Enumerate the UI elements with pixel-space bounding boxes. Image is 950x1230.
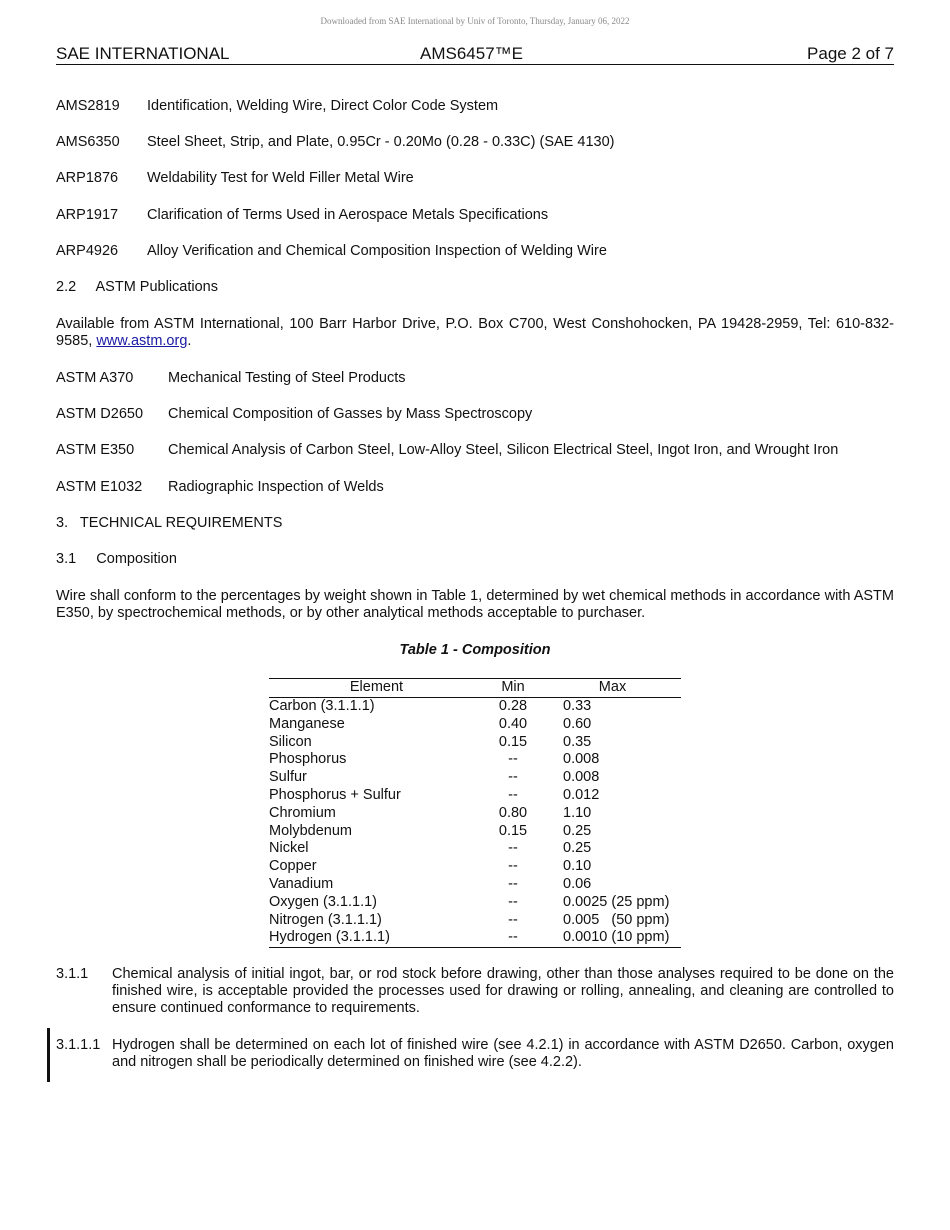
header-document-id: AMS6457™E [420, 44, 523, 63]
table-row [269, 912, 681, 930]
table-row [269, 751, 681, 769]
cell-min: -- [508, 929, 518, 946]
table-row [269, 787, 681, 805]
availability-text: Available from ASTM International, 100 Barr Harbor Drive, P.O. Box C700, West Conshohocken, PA 19428-2959, Tel: 610-832-9585, [56, 316, 894, 349]
header-organization: SAE INTERNATIONAL [56, 44, 230, 63]
reference-code: ASTM D2650 [56, 406, 144, 422]
reference-title: Steel Sheet, Strip, and Plate, 0.95Cr - 0.20Mo (0.28 - 0.33C) (SAE 4130) [147, 134, 615, 150]
table-caption: Table 1 - Composition [399, 642, 551, 658]
reference-title: Chemical Composition of Gasses by Mass Spectroscopy [168, 406, 533, 422]
column-header-element: Element [349, 679, 404, 695]
cell-element: Nickel [269, 840, 309, 857]
reference-title: Chemical Analysis of Carbon Steel, Low-Alloy Steel, Silicon Electrical Steel, Ingot Iron, and Wrought Iron [168, 442, 839, 458]
table-row [269, 805, 681, 823]
page-header [56, 44, 894, 65]
table-row [269, 894, 681, 912]
reference-code: ASTM A370 [56, 370, 134, 386]
reference-code: ARP1876 [56, 170, 119, 186]
cell-min: -- [508, 875, 518, 892]
cell-min: -- [508, 786, 518, 803]
composition-paragraph: Wire shall conform to the percentages by weight shown in Table 1, determined by wet chemical methods in accordance with ASTM E350, by spectrochemical methods, or by other analytical methods acceptable to purchaser. [56, 588, 894, 621]
table-row [269, 858, 681, 876]
reference-title: Mechanical Testing of Steel Products [168, 370, 406, 386]
cell-min: 0.15 [498, 822, 528, 839]
cell-min: -- [508, 911, 518, 928]
table-row [269, 698, 681, 716]
cell-element: Molybdenum [269, 822, 353, 839]
astm-website-link[interactable]: www.astm.org [96, 333, 188, 349]
reference-code: AMS6350 [56, 134, 120, 150]
cell-max: 0.0025 (25 ppm) [563, 893, 670, 910]
cell-max: 0.008 [563, 751, 600, 768]
cell-max: 0.25 [563, 822, 592, 839]
header-page-number: Page 2 of 7 [807, 44, 894, 63]
cell-element: Oxygen (3.1.1.1) [269, 893, 377, 910]
reference-code: ASTM E350 [56, 442, 135, 458]
reference-title: Alloy Verification and Chemical Composition Inspection of Welding Wire [147, 243, 607, 259]
cell-element: Vanadium [269, 875, 334, 892]
reference-code: ARP4926 [56, 243, 119, 259]
cell-min: 0.28 [498, 698, 528, 714]
cell-max: 0.35 [563, 733, 592, 750]
cell-element: Phosphorus [269, 751, 347, 768]
section-3-1-heading: 3.1 Composition [56, 551, 177, 567]
cell-min: -- [508, 751, 518, 768]
reference-title: Weldability Test for Weld Filler Metal Wire [147, 170, 414, 186]
reference-code: ARP1917 [56, 207, 119, 223]
cell-min: 0.15 [498, 733, 528, 750]
table-header-row [269, 679, 681, 698]
section-2-2-heading: 2.2 ASTM Publications [56, 279, 218, 295]
reference-title: Identification, Welding Wire, Direct Color Code System [147, 98, 499, 114]
reference-code: AMS2819 [56, 98, 120, 114]
cell-max: 0.008 [563, 769, 600, 786]
column-header-max: Max [598, 679, 627, 695]
cell-min: -- [508, 840, 518, 857]
cell-max: 0.25 [563, 840, 592, 857]
cell-min: -- [508, 858, 518, 875]
cell-min: -- [508, 893, 518, 910]
reference-code: ASTM E1032 [56, 479, 143, 495]
cell-max: 0.06 [563, 875, 592, 892]
cell-max: 0.60 [563, 715, 592, 732]
section-3-1-1-1-number: 3.1.1.1 [56, 1037, 101, 1053]
section-3-1-1-body: Chemical analysis of initial ingot, bar, or rod stock before drawing, other than those analyses required to be done on the finished wire, is acceptable provided the processes used for drawing or rolling, annealing, and cleaning are controlled to ensure continued conformance to requirements. [112, 966, 894, 1016]
cell-min: 0.40 [498, 715, 528, 732]
cell-max: 0.012 [563, 786, 600, 803]
availability-suffix: . [187, 333, 192, 349]
composition-table [269, 678, 681, 948]
cell-max: 0.10 [563, 858, 592, 875]
cell-element: Manganese [269, 715, 345, 732]
column-header-min: Min [501, 679, 525, 695]
cell-element: Sulfur [269, 769, 307, 786]
cell-element: Nitrogen (3.1.1.1) [269, 911, 382, 928]
cell-element: Silicon [269, 733, 312, 750]
section-3-1-1-1-body: Hydrogen shall be determined on each lot of finished wire (see 4.2.1) in accordance with ASTM D2650. Carbon, oxygen and nitrogen shall be periodically determined on finished wire (see 4.2.2). [112, 1037, 894, 1070]
cell-max: 0.33 [563, 698, 592, 714]
download-watermark: Downloaded from SAE International by Univ of Toronto, Thursday, January 06, 2022 [320, 16, 630, 26]
reference-title: Clarification of Terms Used in Aerospace Metals Specifications [147, 207, 549, 223]
table-row [269, 716, 681, 734]
cell-element: Chromium [269, 804, 336, 821]
cell-max: 0.005 (50 ppm) [563, 911, 670, 928]
reference-title: Radiographic Inspection of Welds [168, 479, 384, 495]
section-3-1-1-number: 3.1.1 [56, 966, 89, 982]
cell-element: Phosphorus + Sulfur [269, 786, 401, 803]
cell-element: Carbon (3.1.1.1) [269, 698, 375, 714]
table-row [269, 823, 681, 841]
cell-element: Copper [269, 858, 317, 875]
cell-min: -- [508, 769, 518, 786]
revision-change-bar [47, 1028, 50, 1082]
section-3-heading: 3. TECHNICAL REQUIREMENTS [56, 515, 283, 531]
cell-max: 1.10 [563, 804, 592, 821]
table-row [269, 840, 681, 858]
cell-element: Hydrogen (3.1.1.1) [269, 929, 390, 946]
table-row [269, 734, 681, 752]
table-row [269, 929, 681, 947]
cell-min: 0.80 [498, 804, 528, 821]
table-row [269, 769, 681, 787]
table-row [269, 876, 681, 894]
cell-max: 0.0010 (10 ppm) [563, 929, 670, 946]
astm-availability-paragraph [56, 316, 894, 350]
